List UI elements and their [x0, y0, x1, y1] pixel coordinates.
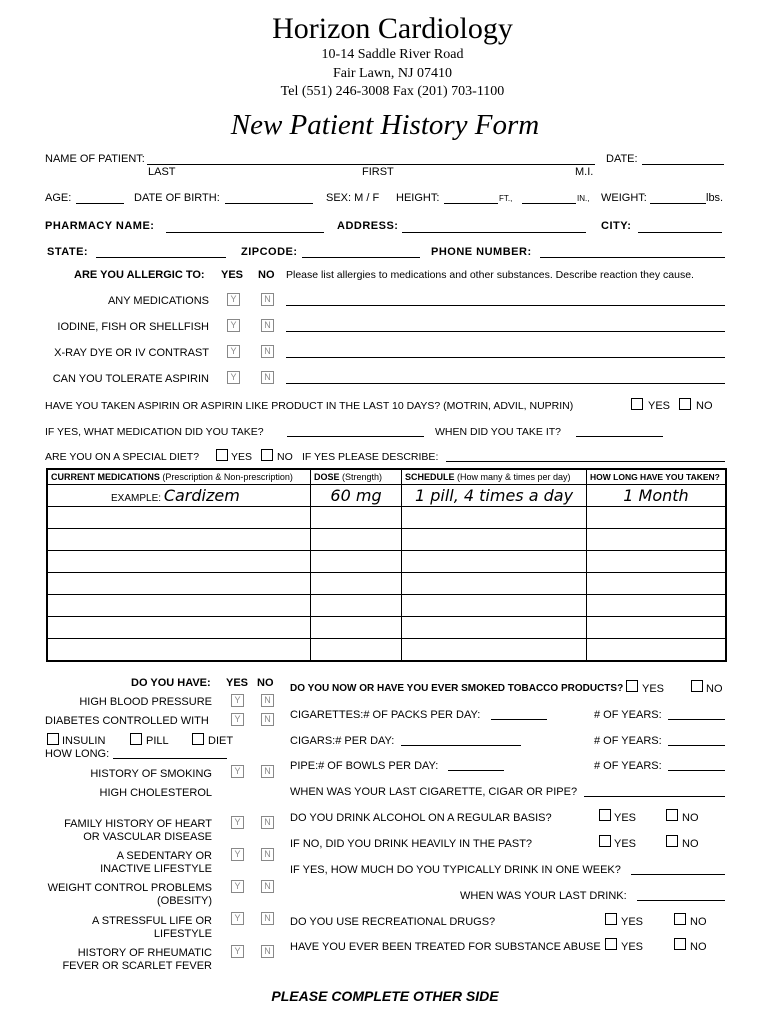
tobacco-question: DO YOU NOW OR HAVE YOU EVER SMOKED TOBACCO PRODUCTS? — [290, 683, 624, 694]
zip-field[interactable] — [302, 257, 420, 258]
tobacco-no-checkbox[interactable] — [691, 680, 703, 692]
allergy-item-aspirin: CAN YOU TOLERATE ASPIRIN — [52, 373, 209, 385]
alcohol-no-checkbox[interactable] — [666, 809, 678, 821]
conditions-question: DO YOU HAVE: — [131, 677, 211, 689]
diet-no-checkbox[interactable] — [261, 449, 273, 461]
treated-no-checkbox[interactable] — [674, 938, 686, 950]
aspirin-yes-checkbox[interactable] — [631, 398, 643, 410]
aspirin-question: HAVE YOU TAKEN ASPIRIN OR ASPIRIN LIKE PRODUCT IN THE LAST 10 DAYS? (MOTRIN, ADVIL, NUPRIN) — [45, 400, 574, 412]
tobacco-yes-label: YES — [642, 683, 665, 695]
stress-n[interactable]: N — [261, 912, 274, 925]
aspirin-yes-label: YES — [648, 400, 671, 412]
allergy-iodine-y[interactable]: Y — [227, 319, 240, 332]
conditions-yes-header: YES — [226, 677, 249, 689]
pipe-label: PIPE:# OF BOWLS PER DAY: — [290, 760, 439, 772]
tobacco-yes-checkbox[interactable] — [626, 680, 638, 692]
diabetes-y[interactable]: Y — [231, 713, 244, 726]
aspirin-when-label: WHEN DID YOU TAKE IT? — [435, 426, 562, 438]
city-field[interactable] — [638, 232, 722, 233]
heavily-yes-checkbox[interactable] — [599, 835, 611, 847]
insulin-label: INSULIN — [62, 735, 106, 747]
height-in-field[interactable] — [522, 203, 576, 204]
form-title: New Patient History Form — [230, 109, 540, 141]
dob-label: DATE OF BIRTH: — [134, 192, 220, 204]
allergy-medications-y[interactable]: Y — [227, 293, 240, 306]
alcohol-yes-checkbox[interactable] — [599, 809, 611, 821]
table-row[interactable] — [48, 595, 726, 617]
allergy-xray-n[interactable]: N — [261, 345, 274, 358]
how-long-field[interactable] — [113, 758, 227, 759]
allergy-instructions: Please list allergies to medications and other substances. Describe reaction they cause. — [286, 269, 694, 281]
family-n[interactable]: N — [261, 816, 274, 829]
sedentary-n[interactable]: N — [261, 848, 274, 861]
tobacco-no-label: NO — [706, 683, 723, 695]
allergy-medications-n[interactable]: N — [261, 293, 274, 306]
allergy-iodine-field[interactable] — [286, 331, 725, 332]
how-much-label: IF YES, HOW MUCH DO YOU TYPICALLY DRINK IN ONE WEEK? — [290, 864, 621, 876]
in-label: IN., — [577, 194, 590, 203]
allergy-iodine-n[interactable]: N — [261, 319, 274, 332]
name-field[interactable] — [147, 164, 595, 165]
footer-note: PLEASE COMPLETE OTHER SIDE — [271, 988, 499, 1004]
aspirin-no-checkbox[interactable] — [679, 398, 691, 410]
address-field[interactable] — [402, 232, 586, 233]
allergy-xray-y[interactable]: Y — [227, 345, 240, 358]
treated-yes-label: YES — [621, 941, 644, 953]
cigarettes-years-field[interactable] — [668, 719, 725, 720]
diet-no-label: NO — [277, 451, 293, 463]
height-ft-field[interactable] — [444, 203, 498, 204]
condition-weight-2: (OBESITY) — [156, 895, 212, 907]
age-field[interactable] — [76, 203, 124, 204]
last-cigarette-field[interactable] — [584, 796, 725, 797]
address-line-1: 10-14 Saddle River Road — [321, 47, 464, 62]
weight-y[interactable]: Y — [231, 880, 244, 893]
table-row[interactable] — [48, 507, 726, 529]
address-line-2: Fair Lawn, NJ 07410 — [333, 66, 452, 81]
allergy-yes-header: YES — [221, 269, 244, 281]
drugs-no-label: NO — [690, 916, 707, 928]
pipe-field[interactable] — [448, 770, 504, 771]
city-label: CITY: — [601, 220, 632, 232]
condition-rheum-1: HISTORY OF RHEUMATIC — [77, 947, 212, 959]
diabetes-n[interactable]: N — [261, 713, 274, 726]
allergy-item-medications: ANY MEDICATIONS — [107, 295, 209, 307]
alcohol-no-label: NO — [682, 812, 699, 824]
pipe-years-label: # OF YEARS: — [594, 760, 662, 772]
last-cigarette-label: WHEN WAS YOUR LAST CIGARETTE, CIGAR OR PIPE? — [290, 786, 578, 798]
heavily-yes-label: YES — [614, 838, 637, 850]
conditions-no-header: NO — [257, 677, 274, 689]
how-much-field[interactable] — [631, 874, 725, 875]
phone-line: Tel (551) 246-3008 Fax (201) 703-1100 — [280, 84, 505, 99]
cigars-label: CIGARS:# PER DAY: — [290, 735, 395, 747]
heavily-question: IF NO, DID YOU DRINK HEAVILY IN THE PAST? — [290, 838, 533, 850]
diet-describe-label: IF YES PLEASE DESCRIBE: — [302, 451, 439, 463]
diet-yes-checkbox[interactable] — [216, 449, 228, 461]
rheum-n[interactable]: N — [261, 945, 274, 958]
drugs-no-checkbox[interactable] — [674, 913, 686, 925]
weight-label: WEIGHT: — [601, 192, 647, 204]
weight-field[interactable] — [650, 203, 706, 204]
drugs-question: DO YOU USE RECREATIONAL DRUGS? — [290, 916, 496, 928]
diet-question: ARE YOU ON A SPECIAL DIET? — [45, 451, 200, 463]
cigarettes-field[interactable] — [491, 719, 547, 720]
condition-stress-2: LIFESTYLE — [153, 928, 212, 940]
cigarettes-years-label: # OF YEARS: — [594, 709, 662, 721]
condition-family-2: OR VASCULAR DISEASE — [83, 831, 212, 843]
col-schedule: SCHEDULE (How many & times per day) — [402, 470, 587, 485]
last-drink-field[interactable] — [637, 900, 725, 901]
condition-smoking: HISTORY OF SMOKING — [90, 768, 212, 780]
address-label: ADDRESS: — [337, 220, 399, 232]
allergy-question: ARE YOU ALLERGIC TO: — [74, 269, 205, 281]
table-row[interactable] — [48, 573, 726, 595]
smoking-n[interactable]: N — [261, 765, 274, 778]
table-row[interactable] — [48, 639, 726, 661]
allergy-no-header: NO — [258, 269, 275, 281]
example-dose: 60 mg — [330, 486, 382, 505]
cigars-years-field[interactable] — [668, 745, 725, 746]
dob-field[interactable] — [225, 203, 313, 204]
phone-label: PHONE NUMBER: — [431, 246, 532, 258]
org-name: Horizon Cardiology — [272, 12, 513, 45]
table-row[interactable] — [48, 529, 726, 551]
rheum-y[interactable]: Y — [231, 945, 244, 958]
diet-describe-field[interactable] — [446, 461, 725, 462]
sex-label: SEX: M / F — [326, 192, 380, 204]
condition-cholesterol: HIGH CHOLESTEROL — [99, 787, 212, 799]
diet-yes-label: YES — [231, 451, 253, 463]
mi-label: M.I. — [575, 166, 594, 178]
condition-sedentary-2: INACTIVE LIFESTYLE — [100, 863, 212, 875]
example-duration: 1 Month — [623, 486, 689, 505]
allergy-medications-field[interactable] — [286, 305, 725, 306]
allergy-aspirin-y[interactable]: Y — [227, 371, 240, 384]
pill-checkbox[interactable] — [130, 733, 142, 745]
allergy-xray-field[interactable] — [286, 357, 725, 358]
last-drink-label: WHEN WAS YOUR LAST DRINK: — [460, 890, 627, 902]
lbs-label: lbs. — [706, 192, 724, 204]
pill-label: PILL — [146, 735, 169, 747]
date-field[interactable] — [642, 164, 724, 165]
first-label: FIRST — [362, 166, 394, 178]
treated-yes-checkbox[interactable] — [605, 938, 617, 950]
table-row[interactable] — [48, 617, 726, 639]
alcohol-yes-label: YES — [614, 812, 637, 824]
aspirin-when-field[interactable] — [576, 436, 663, 437]
cigarettes-label: CIGARETTES:# OF PACKS PER DAY: — [290, 709, 481, 721]
condition-family-1: FAMILY HISTORY OF HEART — [64, 818, 212, 830]
alcohol-question: DO YOU DRINK ALCOHOL ON A REGULAR BASIS? — [290, 812, 552, 824]
zip-label: ZIPCODE: — [241, 246, 298, 258]
treated-question: HAVE YOU EVER BEEN TREATED FOR SUBSTANCE ABUSE — [290, 941, 601, 953]
condition-stress-1: A STRESSFUL LIFE OR — [91, 915, 212, 927]
example-label: EXAMPLE: — [111, 493, 162, 504]
name-label: NAME OF PATIENT: — [45, 153, 145, 165]
pipe-years-field[interactable] — [668, 770, 725, 771]
cigars-field[interactable] — [401, 745, 521, 746]
family-y[interactable]: Y — [231, 816, 244, 829]
drugs-yes-checkbox[interactable] — [605, 913, 617, 925]
medications-table — [46, 468, 727, 662]
drugs-yes-label: YES — [621, 916, 644, 928]
height-label: HEIGHT: — [396, 192, 440, 204]
table-row-example — [48, 485, 726, 507]
aspirin-what-field[interactable] — [287, 436, 424, 437]
age-label: AGE: — [45, 192, 72, 204]
allergy-item-iodine: IODINE, FISH OR SHELLFISH — [57, 321, 209, 333]
stress-y[interactable]: Y — [231, 912, 244, 925]
condition-hbp: HIGH BLOOD PRESSURE — [79, 696, 212, 708]
col-dose: DOSE (Strength) — [311, 470, 402, 485]
heavily-no-label: NO — [682, 838, 699, 850]
pharmacy-field[interactable] — [166, 232, 324, 233]
aspirin-no-label: NO — [696, 400, 713, 412]
diet-label: DIET — [208, 735, 234, 747]
date-label: DATE: — [606, 153, 638, 165]
cigars-years-label: # OF YEARS: — [594, 735, 662, 747]
example-med: Cardizem — [163, 486, 240, 505]
state-field[interactable] — [96, 257, 226, 258]
state-label: STATE: — [47, 246, 89, 258]
ft-label: FT., — [499, 194, 513, 203]
phone-field[interactable] — [540, 257, 725, 258]
weight-n[interactable]: N — [261, 880, 274, 893]
treated-no-label: NO — [690, 941, 707, 953]
allergy-aspirin-n[interactable]: N — [261, 371, 274, 384]
how-long-label: HOW LONG: — [45, 748, 110, 760]
last-label: LAST — [148, 166, 176, 178]
allergy-aspirin-field[interactable] — [286, 383, 725, 384]
hbp-y[interactable]: Y — [231, 694, 244, 707]
heavily-no-checkbox[interactable] — [666, 835, 678, 847]
diet-checkbox[interactable] — [192, 733, 204, 745]
smoking-y[interactable]: Y — [231, 765, 244, 778]
condition-weight-1: WEIGHT CONTROL PROBLEMS — [47, 882, 212, 894]
aspirin-what-label: IF YES, WHAT MEDICATION DID YOU TAKE? — [45, 426, 264, 438]
col-current-medications: CURRENT MEDICATIONS (Prescription & Non-prescription) — [48, 470, 311, 485]
condition-sedentary-1: A SEDENTARY OR — [116, 850, 212, 862]
example-schedule: 1 pill, 4 times a day — [414, 486, 574, 505]
pharmacy-label: PHARMACY NAME: — [45, 220, 155, 232]
hbp-n[interactable]: N — [261, 694, 274, 707]
condition-diabetes: DIABETES CONTROLLED WITH — [45, 715, 209, 727]
sedentary-y[interactable]: Y — [231, 848, 244, 861]
allergy-item-xray: X-RAY DYE OR IV CONTRAST — [54, 347, 209, 359]
col-how-long: HOW LONG HAVE YOU TAKEN? — [587, 470, 726, 485]
table-row[interactable] — [48, 551, 726, 573]
condition-rheum-2: FEVER OR SCARLET FEVER — [62, 960, 212, 972]
insulin-checkbox[interactable] — [47, 733, 59, 745]
